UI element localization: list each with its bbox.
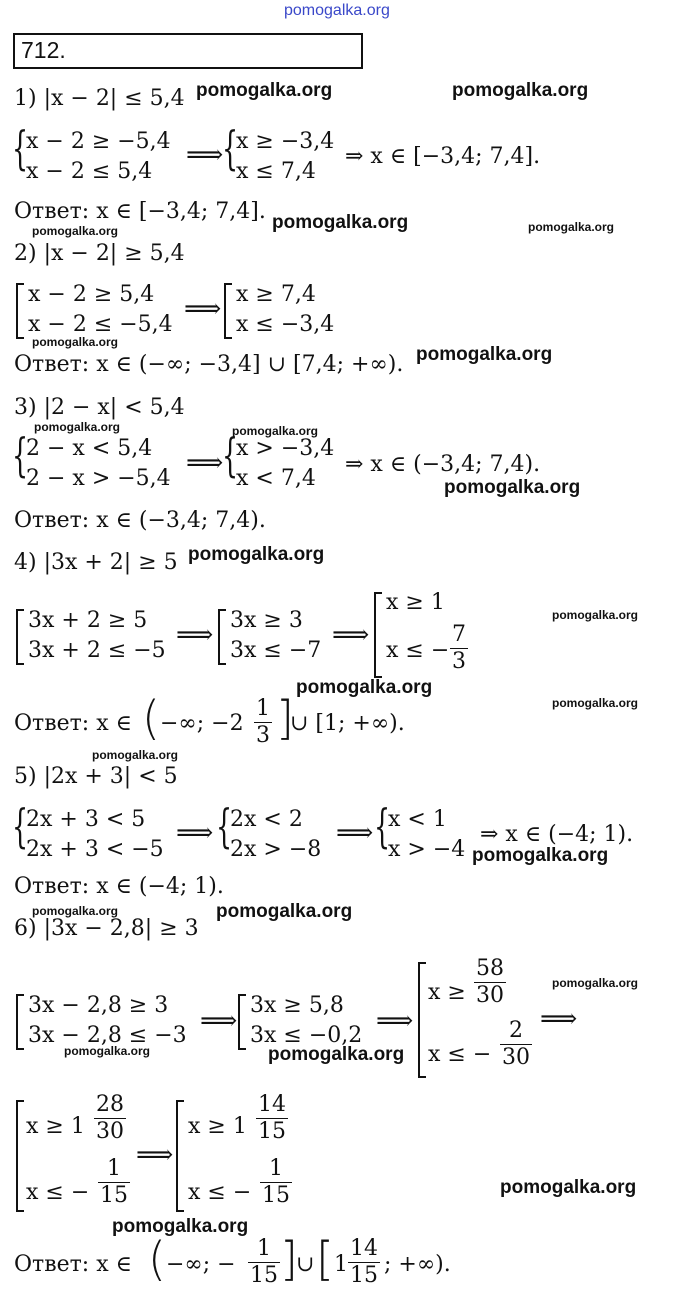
- p6-bracket-5: [176, 1100, 184, 1212]
- p2-bracket-1: [16, 283, 24, 339]
- watermark: pomogalka.org: [32, 904, 119, 918]
- p1-head: 1) |x − 2| ≤ 5,4: [14, 86, 185, 111]
- watermark: pomogalka.org: [268, 1044, 405, 1065]
- p6-system-2: 3x ≥ 5,8 3x ≤ −0,2: [250, 993, 363, 1048]
- watermark: pomogalka.org: [472, 845, 609, 866]
- p4-arrow-1: ⟹: [176, 620, 214, 650]
- p3-head: 3) |2 − x| < 5,4: [14, 395, 185, 420]
- p6-sys4-top-fraction: $\frac{28}{30}$: [96, 1092, 124, 1144]
- p4-head: 4) |3x + 2| ≥ 5: [14, 550, 178, 575]
- p6-answer-tail: ; +∞).: [384, 1252, 451, 1277]
- p6-answer-bracket-1: ]: [280, 1232, 298, 1286]
- p6-answer-int: 1: [334, 1252, 348, 1277]
- p2-system-2: x ≥ 7,4 x ≤ −3,4: [236, 282, 335, 337]
- p3-system-1: 2 − x < 5,4 2 − x > −5,4: [26, 436, 171, 491]
- p2-arrow-1: ⟹: [184, 294, 222, 324]
- p4-bracket-1: [16, 609, 24, 665]
- p6-bracket-4: [16, 1100, 24, 1212]
- p5-brace-2: {: [216, 799, 233, 853]
- watermark: pomogalka.org: [444, 477, 581, 498]
- p4-answer-mid: −∞; −2: [160, 711, 244, 736]
- p2-system-1: x − 2 ≥ 5,4 x − 2 ≤ −5,4: [28, 282, 173, 337]
- p6-answer-bracket-2: [: [316, 1232, 334, 1286]
- watermark: pomogalka.org: [500, 1177, 637, 1198]
- p6-arrow-1: ⟹: [200, 1006, 238, 1036]
- p4-answer-paren: (: [142, 691, 160, 745]
- watermark: pomogalka.org: [34, 420, 121, 434]
- p4-sys3-bottom: x ≤ −: [386, 638, 450, 663]
- p6-answer-prefix: Ответ: x ∈: [14, 1252, 132, 1277]
- top-watermark: pomogalka.org: [284, 2, 390, 19]
- p1-system-1: x − 2 ≥ −5,4 x − 2 ≤ 5,4: [26, 129, 171, 184]
- problem-number: 712.: [21, 37, 66, 63]
- p4-answer-prefix: Ответ: x ∈: [14, 711, 132, 736]
- watermark: pomogalka.org: [272, 212, 409, 233]
- p6-head: 6) |3x − 2,8| ≥ 3: [14, 916, 199, 941]
- p3-result: ⇒ x ∈ (−3,4; 7,4).: [345, 452, 541, 477]
- p6-answer-union: ∪: [296, 1252, 315, 1277]
- p3-brace-1: {: [12, 428, 29, 482]
- watermark: pomogalka.org: [32, 224, 119, 238]
- p4-bracket-2: [218, 609, 226, 665]
- watermark: pomogalka.org: [552, 976, 639, 990]
- watermark: pomogalka.org: [232, 424, 319, 438]
- p6-answer-fraction-1: $\frac{1}{15}$: [250, 1236, 278, 1288]
- watermark: pomogalka.org: [32, 335, 119, 349]
- p4-answer-bracket: ]: [276, 691, 294, 745]
- p6-bracket-2: [238, 994, 246, 1050]
- p2-head: 2) |x − 2| ≥ 5,4: [14, 241, 185, 266]
- p5-system-1: 2x + 3 < 5 2x + 3 < −5: [26, 807, 164, 862]
- p6-sys3-top-fraction: $\frac{58}{30}$: [476, 956, 504, 1008]
- watermark: pomogalka.org: [416, 344, 553, 365]
- p6-arrow-4: ⟹: [136, 1140, 174, 1170]
- p6-sys3-top: x ≥: [428, 980, 466, 1005]
- p5-brace-1: {: [12, 799, 29, 853]
- watermark: pomogalka.org: [528, 220, 615, 234]
- p1-answer: Ответ: x ∈ [−3,4; 7,4].: [14, 199, 266, 224]
- p4-bracket-3: [374, 592, 382, 678]
- p5-result: ⇒ x ∈ (−4; 1).: [480, 822, 634, 847]
- p5-arrow-1: ⟹: [176, 818, 214, 848]
- p6-sys4-bottom: x ≤ −: [26, 1180, 90, 1205]
- p4-system-1: 3x + 2 ≥ 5 3x + 2 ≤ −5: [28, 608, 166, 663]
- watermark: pomogalka.org: [92, 748, 179, 762]
- watermark: pomogalka.org: [552, 608, 639, 622]
- p4-fraction: $\frac{7}{3}$: [452, 622, 466, 674]
- p1-brace-1: {: [12, 121, 29, 175]
- p5-arrow-2: ⟹: [336, 818, 374, 848]
- p4-system-2: 3x ≥ 3 3x ≤ −7: [230, 608, 322, 663]
- p4-sys3-top: x ≥ 1: [386, 590, 445, 615]
- watermark: pomogalka.org: [216, 901, 353, 922]
- watermark: pomogalka.org: [112, 1216, 249, 1237]
- watermark: pomogalka.org: [64, 1044, 151, 1058]
- watermark: pomogalka.org: [196, 80, 333, 101]
- p1-brace-2: {: [222, 121, 239, 175]
- problem-number-box: [13, 33, 363, 69]
- p6-sys5-top-fraction: $\frac{14}{15}$: [258, 1092, 286, 1144]
- p2-bracket-2: [224, 283, 232, 339]
- p6-arrow-2: ⟹: [376, 1006, 414, 1036]
- p5-system-3: x < 1 x > −4: [388, 807, 466, 862]
- p4-arrow-2: ⟹: [332, 620, 370, 650]
- p3-system-2: x > −3,4 x < 7,4: [236, 436, 335, 491]
- p6-sys5-bottom: x ≤ −: [188, 1180, 252, 1205]
- p5-head: 5) |2x + 3| < 5: [14, 764, 178, 789]
- p6-answer-paren: (: [148, 1232, 166, 1286]
- watermark: pomogalka.org: [452, 80, 589, 101]
- p1-arrow-1: ⟹: [186, 140, 224, 170]
- p6-sys4-bottom-fraction: $\frac{1}{15}$: [100, 1156, 128, 1208]
- p6-bracket-1: [16, 994, 24, 1050]
- p4-answer-suffix: ∪ [1; +∞).: [290, 711, 405, 736]
- p6-bracket-3: [418, 962, 426, 1078]
- p2-answer: Ответ: x ∈ (−∞; −3,4] ∪ [7,4; +∞).: [14, 352, 404, 377]
- p6-sys5-top: x ≥ 1: [188, 1114, 247, 1139]
- p6-sys3-bottom: x ≤ −: [428, 1042, 492, 1067]
- p6-sys5-bottom-fraction: $\frac{1}{15}$: [262, 1156, 290, 1208]
- p6-answer-mid: −∞; −: [166, 1252, 236, 1277]
- p4-answer-fraction: $\frac{1}{3}$: [256, 696, 270, 748]
- p3-answer: Ответ: x ∈ (−3,4; 7,4).: [14, 508, 266, 533]
- p5-brace-3: {: [374, 799, 391, 853]
- p1-system-2: x ≥ −3,4 x ≤ 7,4: [236, 129, 335, 184]
- p3-arrow-1: ⟹: [186, 448, 224, 478]
- p6-answer-fraction-2: $\frac{14}{15}$: [350, 1236, 378, 1288]
- p1-result: ⇒ x ∈ [−3,4; 7,4].: [345, 144, 541, 169]
- p6-arrow-3: ⟹: [540, 1004, 578, 1034]
- p6-sys4-top: x ≥ 1: [26, 1114, 85, 1139]
- p6-sys3-bottom-fraction: $\frac{2}{30}$: [502, 1018, 530, 1070]
- watermark: pomogalka.org: [188, 544, 325, 565]
- p5-answer: Ответ: x ∈ (−4; 1).: [14, 874, 224, 899]
- watermark: pomogalka.org: [296, 677, 433, 698]
- p3-brace-2: {: [222, 428, 239, 482]
- p6-system-1: 3x − 2,8 ≥ 3 3x − 2,8 ≤ −3: [28, 993, 187, 1048]
- p5-system-2: 2x < 2 2x > −8: [230, 807, 322, 862]
- watermark: pomogalka.org: [552, 696, 639, 710]
